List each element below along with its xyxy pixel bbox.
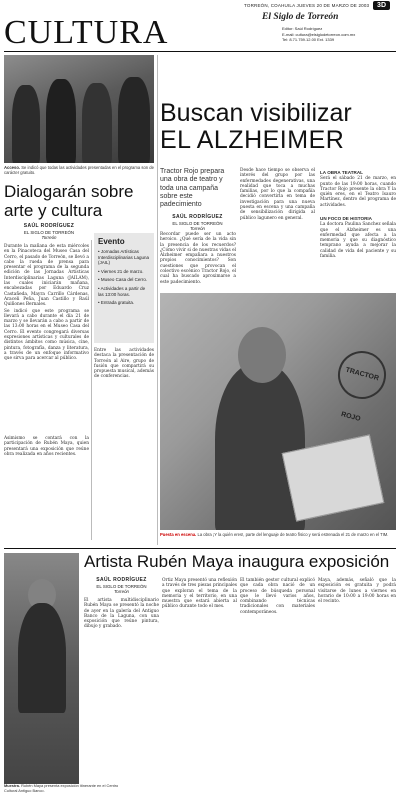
section-rule xyxy=(4,548,396,549)
left-story-photo xyxy=(4,55,154,163)
left-body-col2: Entre las actividades destaca la presentación de Torreón al Aire, grupo de fusión que compartirá su propuesta musical, además de conferencias. xyxy=(94,348,154,380)
event-item: • Museo Casa del Cerro. xyxy=(98,277,150,283)
byline-outlet: EL SIGLO DE TORREÓN xyxy=(23,229,75,235)
left-body-col1-end: Asimismo se contará con la participación de Rubén Maya, quien presentará una exposición que reúne obra realizada en años recientes. xyxy=(4,436,89,457)
main-body-col4 xyxy=(320,214,396,259)
paragraph: La doctora Paulina Sanchez señala que el Alzheimer es una enfermedad que afecta a la memoria y que su diagnóstico temprano ayuda a mejorar la calidad de vida del paciente y su familia. xyxy=(320,222,396,260)
main-photo-caption xyxy=(160,532,396,537)
main-body-col2: Desde hace tiempo se observa el interés del grupo por las enfermedades degenerativas, una realidad que toca a muchas familias, por lo que la compañía decidió convertirla en tema de investigación para una nueva puesta en escena y una campaña de sensibilización dirigida al público lagunero en general. xyxy=(240,168,315,221)
byline-outlet: EL SIGLO DE TORREÓN xyxy=(172,220,223,226)
main-body-col1: Recordar puede ser un acto heroico. ¿Qué sería de la vida sin la presencia de los recuerdos? ¿Cómo vivir si de nuestras vidas el Alzheimer empañara a nuestros propios conocimientos? Son cuestiones que provocan el colectivo escénico Tractor Rojo, el cual ha buscado aproximarse a este padecimiento. xyxy=(160,232,236,285)
photo-person xyxy=(12,85,40,163)
caption-lead: Puesta en escena. xyxy=(160,532,197,537)
caption-text: Rubén Maya presenta exposición itinerante en el Centro Cultural Antiguo Banco. xyxy=(4,783,119,793)
masthead-rule xyxy=(4,51,396,52)
byline-outlet: EL SIGLO DE TORREÓN xyxy=(96,583,147,589)
photo-person xyxy=(118,77,150,163)
subhead: LA OBRA TEATRAL xyxy=(320,170,363,175)
column-divider xyxy=(157,55,158,545)
byline-place: Torreón xyxy=(114,589,129,595)
phone-line: Tel: 8.71.759.12.00 Ext. 1339 xyxy=(282,37,335,42)
newspaper-brand: El Siglo de Torreón xyxy=(262,12,339,22)
photo-person xyxy=(18,603,66,713)
byline-place: Torreón xyxy=(41,235,57,241)
byline-name: SAÚL RODRÍGUEZ xyxy=(23,223,75,229)
top-strip xyxy=(0,0,400,11)
byline-name: SAÚL RODRÍGUEZ xyxy=(172,214,223,220)
byline-place: Torreón xyxy=(190,226,205,232)
left-byline xyxy=(4,224,94,241)
event-item: • Actividades a partir de las 13:00 horas. xyxy=(98,286,150,297)
bottom-body-col4: Maya, además, señaló que la exposición es gratuita y podrá visitarse de lunes a viernes en horario de 10:00 a 19:00 horas en el recinto. xyxy=(318,578,396,605)
photo-person xyxy=(82,83,112,163)
event-item: • Viernes 21 de marzo. xyxy=(98,269,150,275)
paragraph: Se indicó que este programa se llevará a cabo durante el día 21 de marzo y se llevarán a cabo a partir de las 13:00 horas en el Museo Casa del Cerro. El evento congregará diversas expresiones artísticas y culturales de distintos ámbitos como música, cine, pintura, fotografía, danza y literatura, a través de un enfoque informativo que sirva para acercar al público. xyxy=(4,308,89,362)
email-line: E-mail: cultura@elsiglodetorreon.com.mx xyxy=(282,31,356,37)
main-byline xyxy=(160,215,235,232)
event-item: • Entrada gratuita. xyxy=(98,300,150,306)
caption-lead: Acceso. xyxy=(4,165,21,170)
main-headline-line1: Buscan visibilizar xyxy=(160,99,352,127)
editor-line: Editor: Saúl Rodríguez xyxy=(282,26,323,31)
caption-text: La obra ¡Y la quién eres!, parte del lenguaje de teatro físico y será estrenada el 21 de marzo en el TIM. xyxy=(197,532,389,537)
main-deck: Tractor Rojo prepara una obra de teatro y toda una campaña sobre este padecimiento xyxy=(160,168,225,209)
main-body-col3 xyxy=(320,168,396,208)
left-body xyxy=(4,244,89,363)
main-story-photo xyxy=(160,293,396,530)
bottom-byline xyxy=(84,578,159,595)
date-line: TORREÓN, COAHUILA JUEVES 20 DE MARZO DE 2003 xyxy=(244,3,370,8)
photo-person xyxy=(46,79,76,163)
bottom-body-col3: El también gestor cultural explicó que cada obra nació de un proceso de búsqueda personal que le llevó varios años, combinando técnicas tradicionales con materiales contemporáneos. xyxy=(240,578,315,615)
bottom-body-col2: Ortiz Maya presentó una reflexión a través de tres piezas principales que exploran el tema de la memoria y el territorio, en una muestra que estará abierta al público durante todo el mes. xyxy=(162,578,237,610)
bottom-body-col1: El artista multidisciplinario Rubén Maya se presentó la noche de ayer en la galería del Antiguo Banco de la Laguna, con una exposición que reúne pintura, dibujo y grabado. xyxy=(84,598,159,630)
bottom-story-photo xyxy=(4,553,79,784)
contact-info xyxy=(282,26,355,43)
caption-text: Se indicó que todas las actividades presentadas en el programa son de carácter gratuito. xyxy=(4,165,154,176)
main-headline-line2: EL ALZHEIMER xyxy=(160,126,345,154)
byline-name: SAÚL RODRÍGUEZ xyxy=(96,577,147,583)
event-item: • Jornadas Artísticas Interdisciplinarias Laguna (JAIL) xyxy=(98,249,150,266)
subhead: UN FOCO DE HISTORIA xyxy=(320,216,372,221)
event-box xyxy=(94,233,154,343)
paragraph: Durante la mañana de esta miércoles en la Pinacoteca del Museo Casa del Cerro, el pasado de Torreón, se llevó a cabo la rueda de prensa para presentar el programa de la segunda edición de las Jornadas Artísticas Interdisciplinarias Laguna (JAILAM), las cuales iniciarán mañana, encabezadas por Eduardo Cruz Castañeda, Mayra Carrillo Cárdenas, Araceli Peña, Juan Castillo y Raúl Quiñones Bernales. xyxy=(4,244,89,308)
photo-person xyxy=(215,363,305,530)
column-divider xyxy=(91,240,92,540)
left-photo-caption xyxy=(4,165,154,176)
section-title: CULTURA xyxy=(4,14,169,51)
bottom-headline: Artista Rubén Maya inaugura exposición xyxy=(84,552,390,571)
caption-lead: Muestra. xyxy=(4,783,20,788)
event-title: Evento xyxy=(98,237,125,246)
photo-person-head xyxy=(238,327,286,383)
photo-stamp: TRACTOR ROJO xyxy=(333,346,392,405)
left-headline: Dialogarán sobre arte y cultura xyxy=(4,182,134,220)
bottom-photo-caption xyxy=(4,784,124,793)
page-number: 3D xyxy=(373,1,390,10)
paragraph: Será el sábado 21 de marzo, en punto de las 19:00 horas, cuando Tractor Rojo presente la obra Y la quién eres, en el Teatro Isauro Martínez, dentro del programa de actividades. xyxy=(320,176,396,208)
